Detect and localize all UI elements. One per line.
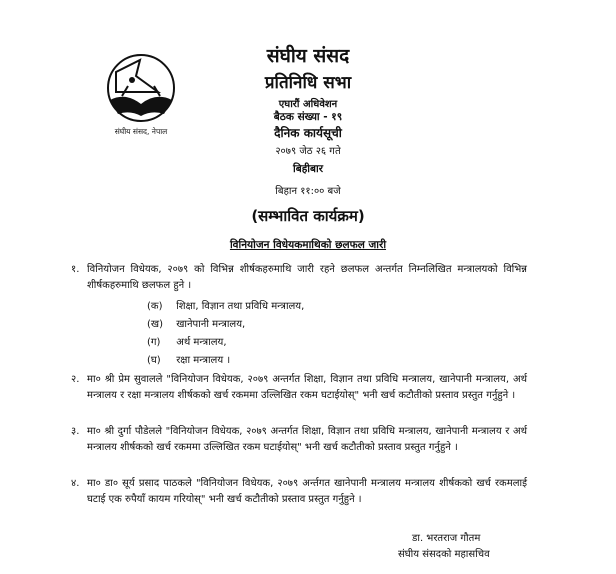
subitem-label: (ख) — [147, 319, 163, 330]
signatory-position: संघीय संसदको महासचिव — [398, 549, 490, 560]
signatory-name: डा. भरतराज गौतम — [412, 533, 481, 544]
subitem-text: शिक्षा, विज्ञान तथा प्रविधि मन्त्रालय, — [176, 301, 305, 312]
agenda-item — [71, 424, 527, 456]
subitem-label: (क) — [147, 301, 163, 312]
topic-heading: विनियोजन विधेयकमाथिको छलफल जारी — [229, 239, 387, 251]
item-text: मा० श्री प्रेम सुवालले "विनियोजन विधेयक, २०७९ अन्तर्गत शिक्षा, विज्ञान तथा प्रविधि मन्त्रालय, खानेपानी मन्त्रालय, अर्थ मन्त्रालय र रक्षा मन्त्रालय शीर्षकको खर्च रकममा उल्लिखित रकम घटाईयोस्" भनी खर्च कटौतीको प्रस्ताव प्रस्तुत गर्नुहुने । — [87, 374, 527, 401]
meeting-number: बैठक संख्या - १९ — [273, 111, 343, 123]
subitem-text: खानेपानी मन्त्रालय, — [176, 319, 246, 330]
meeting-date: २०७९ जेठ २६ गते — [275, 146, 341, 157]
subitem-label: (ग) — [147, 337, 161, 348]
house-title: प्रतिनिधि सभा — [264, 73, 352, 93]
item-number: २. — [71, 374, 80, 385]
subitem-text: रक्षा मन्त्रालय । — [176, 355, 231, 366]
svg-text:संघीय संसद, नेपाल: संघीय संसद, नेपाल — [114, 127, 168, 136]
item-number: ४. — [71, 478, 80, 489]
agenda-title: दैनिक कार्यसूची — [274, 126, 342, 140]
agenda-item — [71, 372, 527, 404]
subitem-label: (घ) — [147, 355, 161, 366]
agenda-item — [71, 262, 527, 294]
meeting-day: बिहीबार — [292, 163, 324, 175]
session-label: एघारौं अधिवेशन — [278, 99, 338, 110]
item-text: मा० डा० सूर्य प्रसाद पाठकले "विनियोजन विधेयक, २०७९ अर्न्तगत खानेपानी मन्त्रालय मन्त्रालय शीर्षकको खर्च रकमलाई घटाई एक रुपैयाँ कायम गरियोस्" भनी खर्च कटौतीको प्रस्ताव प्रस्तुत गर्नुहुने । — [87, 478, 527, 505]
subitem-text: अर्थ मन्त्रालय, — [176, 337, 227, 348]
item-number: १. — [71, 264, 80, 275]
subitem — [147, 316, 245, 330]
program-title: (सम्भावित कार्यक्रम) — [251, 207, 365, 225]
item-text: विनियोजन विधेयक, २०७९ को विभिन्न शीर्षकहरुमाथि जारी रहने छलफल अन्तर्गत निम्नलिखित मन्त्रालयको विभिन्न शीर्षकहरुमाथि छलफल हुने । — [87, 264, 527, 291]
meeting-time: बिहान ११:०० बजे — [275, 186, 341, 197]
subitem — [147, 352, 230, 366]
item-number: ३. — [71, 426, 80, 437]
subitem — [147, 334, 227, 348]
subitem — [147, 298, 304, 312]
agenda-item — [71, 476, 527, 508]
item-text: मा० श्री दुर्गा पौडेलले "विनियोजन विधेयक, २०७९ अन्तर्गत शिक्षा, विज्ञान तथा प्रविधि मन्त्रालय, खानेपानी मन्त्रालय र अर्थ मन्त्रालय शीर्षकको खर्च रकममा उल्लिखित रकम घटाईयोस्" भनी खर्च कटौतीको प्रस्ताव प्रस्तुत गर्नुहुने । — [87, 426, 527, 453]
parliament-title: संघीय संसद — [266, 45, 350, 67]
